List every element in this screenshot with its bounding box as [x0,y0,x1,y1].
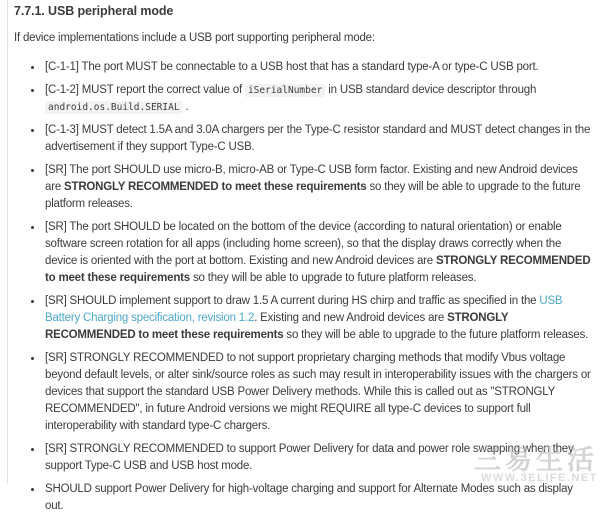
requirement-item [43,122,592,156]
requirement-text: [SR] The port SHOULD be located on the bottom of the device (according to natural orientation) or enable software screen rotation for all apps (including home screen), so that the display draws correctly when the device is oriented with the port at bottom. Existing and new Android devices are [45,221,562,267]
requirement-item [43,219,592,287]
requirement-text: so they will be able to upgrade to future platform releases. [190,272,477,284]
intro-text: If device implementations include a USB port supporting peripheral mode: [14,32,375,44]
requirement-text: [SR] STRONGLY RECOMMENDED to not support proprietary charging methods that modify Vbus voltage beyond default levels, or alter sink/source roles as such may result in interoperability issues with the chargers or devices that support the standard USB Power Delivery methods. While this is called out as "STRONGLY RECOMMENDED", in future Android versions we might REQUIRE all type-C devices to support full interoperability with standard type-C chargers. [45,352,591,432]
requirement-text: so they will be able to upgrade to the future platform releases. [45,181,581,210]
requirement-item [43,59,592,76]
requirement-text: [SR] STRONGLY RECOMMENDED to support Power Delivery for data and power role swapping when they support Type-C USB and USB host mode. [45,443,574,472]
requirement-item [43,293,592,344]
emphasis-text: STRONGLY RECOMMENDED to meet these requirements [45,255,591,284]
requirement-item [43,162,592,213]
requirement-text: SHOULD support Power Delivery for high-voltage charging and support for Alternate Modes such as display out. [45,483,573,512]
requirements-list [14,59,592,515]
document-page [7,0,600,512]
requirement-text: [C-1-2] MUST report the correct value of [45,84,245,96]
watermark-logo-text: 三易生活 [474,445,598,475]
requirement-text: in USB standard device descriptor through [325,84,537,96]
requirement-text: [C-1-1] The port MUST be connectable to a USB host that has a standard type-A or type-C USB port. [45,61,539,73]
requirement-text: . [182,101,189,113]
section-heading: 7.7.1. USB peripheral mode [14,4,174,18]
requirement-text: [C-1-3] MUST detect 1.5A and 3.0A chargers per the Type-C resistor standard and MUST detect changes in the advertisement if they support Type-C USB. [45,124,591,153]
requirement-item [43,82,592,116]
requirement-text: so they will be able to upgrade to the future platform releases. [283,329,589,341]
requirement-item [43,481,592,515]
inline-code: iSerialNumber [245,84,325,97]
usb-battery-charging-spec-link[interactable]: USB Battery Charging specification, revision 1.2 [45,295,563,324]
inline-code: android.os.Build.SERIAL [45,101,183,114]
requirement-text: . Existing and new Android devices are [254,312,448,324]
requirement-text: [SR] The port SHOULD use micro-B, micro-AB or Type-C USB form factor. Existing and new Android devices are [45,164,578,193]
requirement-item [43,350,592,435]
requirement-text: [SR] SHOULD implement support to draw 1.5 A current during HS chirp and traffic as specified in the [45,295,540,307]
emphasis-text: STRONGLY RECOMMENDED to meet these requirements [64,181,367,193]
emphasis-text: STRONGLY RECOMMENDED to meet these requirements [45,312,509,341]
requirement-item [43,441,592,475]
watermark-url: WWW.3ELIFE.NET [481,472,598,484]
